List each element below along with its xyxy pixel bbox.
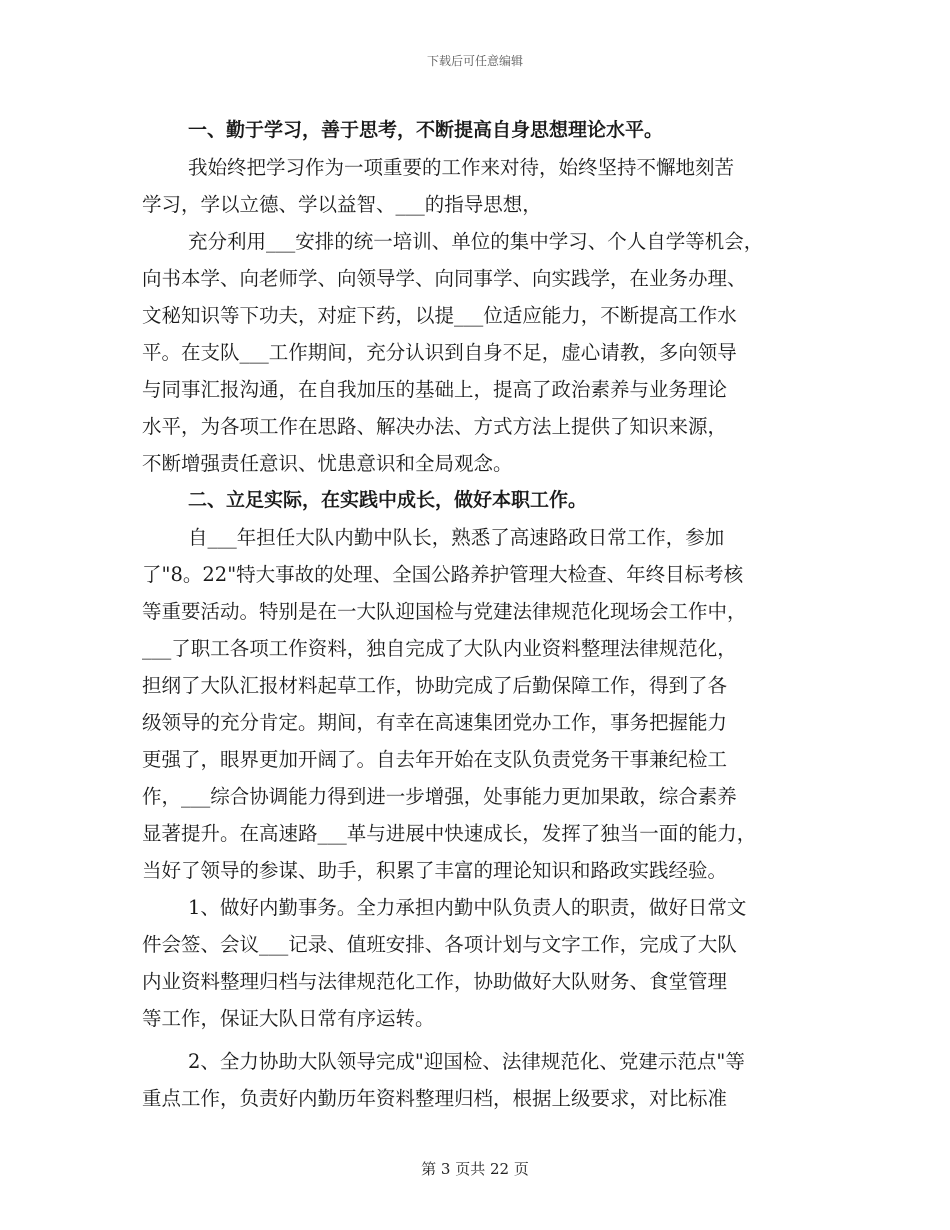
paragraph-line: 了"8。22"特大事故的处理、全国公路养护管理大检查、年终目标考核 <box>142 563 744 586</box>
paragraph-line: 内业资料整理归档与法律规范化工作，协助做好大队财务、食堂管理 <box>142 970 728 993</box>
paragraph-line: 更强了，眼界更加开阔了。自去年开始在支队负责党务干事兼纪检工 <box>142 748 728 771</box>
document-body <box>142 112 817 1117</box>
paragraph-line: 作，___综合协调能力得到进一步增强，处事能力更加果敢，综合素养 <box>142 785 737 808</box>
paragraph-line: ___了职工各项工作资料，独自完成了大队内业资料整理法律规范化， <box>142 637 737 660</box>
paragraph-line: 水平，为各项工作在思路、解决办法、方式方法上提供了知识来源， <box>142 415 728 438</box>
paragraph-line: 件会签、会议___记录、值班安排、各项计划与文字工作，完成了大队 <box>142 933 737 956</box>
section-heading-1: 一、勤于学习，善于思考，不断提高自身思想理论水平。 <box>188 119 664 141</box>
paragraph-line: 1、做好内勤事务。全力承担内勤中队负责人的职责，做好日常文 <box>188 896 747 919</box>
paragraph-line: 等工作，保证大队日常有序运转。 <box>142 1007 435 1030</box>
paragraph-line: 不断增强责任意识、忧患意识和全局观念。 <box>142 452 513 475</box>
paragraph-line: 担纲了大队汇报材料起草工作，协助完成了后勤保障工作，得到了各 <box>142 674 728 697</box>
paragraph-line: 文秘知识等下功夫，对症下药，以提___位适应能力，不断提高工作水 <box>142 304 737 327</box>
paragraph-line: 我始终把学习作为一项重要的工作来对待，始终坚持不懈地刻苦 <box>188 156 735 179</box>
paragraph-line: 级领导的充分肯定。期间，有幸在高速集团党办工作，事务把握能力 <box>142 711 728 734</box>
paragraph-line: 平。在支队___工作期间，充分认识到自身不足，虚心请教，多向领导 <box>142 341 737 364</box>
paragraph-line: 2、全力协助大队领导完成"迎国检、法律规范化、党建示范点"等 <box>188 1050 745 1073</box>
page-header: 下载后可任意编辑 <box>426 54 523 68</box>
paragraph-line: 自___年担任大队内勤中队长，熟悉了高速路政日常工作，参加 <box>188 526 725 549</box>
paragraph-line: 学习，学以立德、学以益智、___的指导思想， <box>142 193 542 216</box>
paragraph-line: 向书本学、向老师学、向领导学、向同事学、向实践学，在业务办理、 <box>142 267 747 290</box>
paragraph-line: 充分利用___安排的统一培训、单位的集中学习、个人自学等机会， <box>188 230 764 253</box>
section-heading-2: 二、立足实际，在实践中成长，做好本职工作。 <box>188 489 588 511</box>
paragraph-line: 等重要活动。特别是在一大队迎国检与党建法律规范化现场会工作中， <box>142 600 747 623</box>
paragraph-line: 与同事汇报沟通，在自我加压的基础上，提高了政治素养与业务理论 <box>142 378 728 401</box>
page-number: 第 3 页共 22 页 <box>421 1160 529 1178</box>
paragraph-line: 重点工作，负责好内勤历年资料整理归档，根据上级要求，对比标准 <box>142 1087 728 1110</box>
paragraph-line: 当好了领导的参谋、助手，积累了丰富的理论知识和路政实践经验。 <box>142 859 728 882</box>
paragraph-line: 显著提升。在高速路___革与进展中快速成长，发挥了独当一面的能力， <box>142 822 757 845</box>
